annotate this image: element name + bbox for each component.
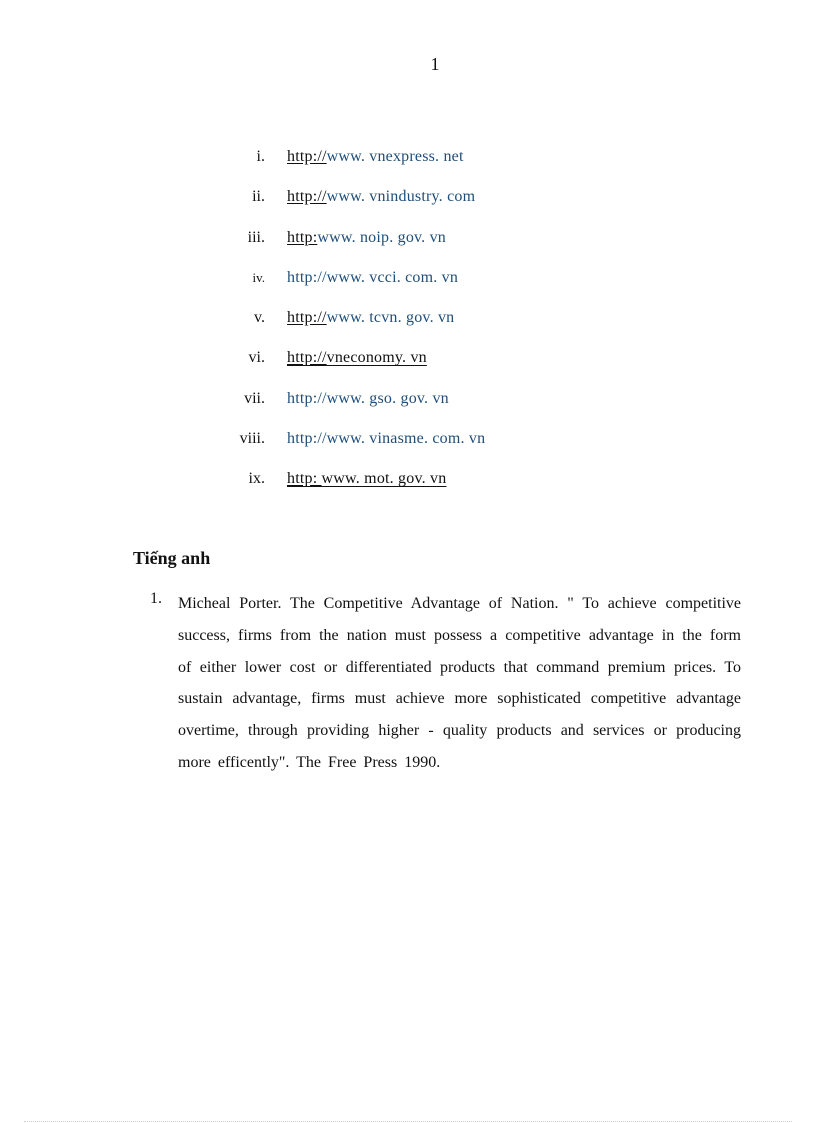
list-numeral: iii. (247, 228, 265, 246)
list-numeral: vii. (244, 389, 265, 407)
list-item (200, 188, 620, 228)
page-number: 1 (430, 54, 440, 74)
list-numeral: iv. (252, 269, 265, 285)
website-link[interactable]: http:www. noip. gov. vn (287, 228, 446, 246)
list-item (200, 470, 620, 510)
list-item (200, 430, 620, 470)
reference-entry (150, 588, 745, 779)
list-item (200, 229, 620, 269)
list-numeral: ix. (248, 470, 265, 488)
list-item (200, 148, 620, 188)
list-item (200, 390, 620, 430)
website-link[interactable]: http://www. vnindustry. com (287, 188, 476, 206)
page-bottom-divider (24, 1121, 792, 1122)
website-link[interactable]: http://www. vnexpress. net (287, 148, 464, 165)
list-numeral: i. (256, 148, 265, 165)
list-item (200, 309, 620, 349)
list-numeral: v. (254, 309, 265, 327)
list-item (200, 269, 620, 309)
section-heading: Tiếng anh (133, 548, 211, 568)
website-reference-list (200, 148, 620, 511)
website-link[interactable]: http://www. vcci. com. vn (287, 268, 459, 286)
list-item (200, 349, 620, 389)
list-numeral: vi. (248, 349, 265, 367)
website-link[interactable]: http://www. gso. gov. vn (287, 389, 449, 407)
reference-number: 1. (150, 590, 162, 607)
website-link[interactable]: http: www. mot. gov. vn (287, 470, 447, 488)
list-numeral: ii. (252, 188, 265, 206)
website-link[interactable]: http://vneconomy. vn (287, 349, 427, 367)
website-link[interactable]: http://www. tcvn. gov. vn (287, 309, 455, 327)
list-numeral: viii. (239, 430, 265, 448)
reference-text: Micheal Porter. The Competitive Advantage of Nation. " To achieve competitive success, firms from the nation must possess a competitive advantage in the form of either lower cost or differentiated products that command premium prices. To sustain advantage, firms must achieve more sophisticated competitive advantage overtime, through providing higher - quality products and services or producing more efficently". The Free Press 1990. (178, 595, 741, 771)
website-link[interactable]: http://www. vinasme. com. vn (287, 430, 486, 448)
